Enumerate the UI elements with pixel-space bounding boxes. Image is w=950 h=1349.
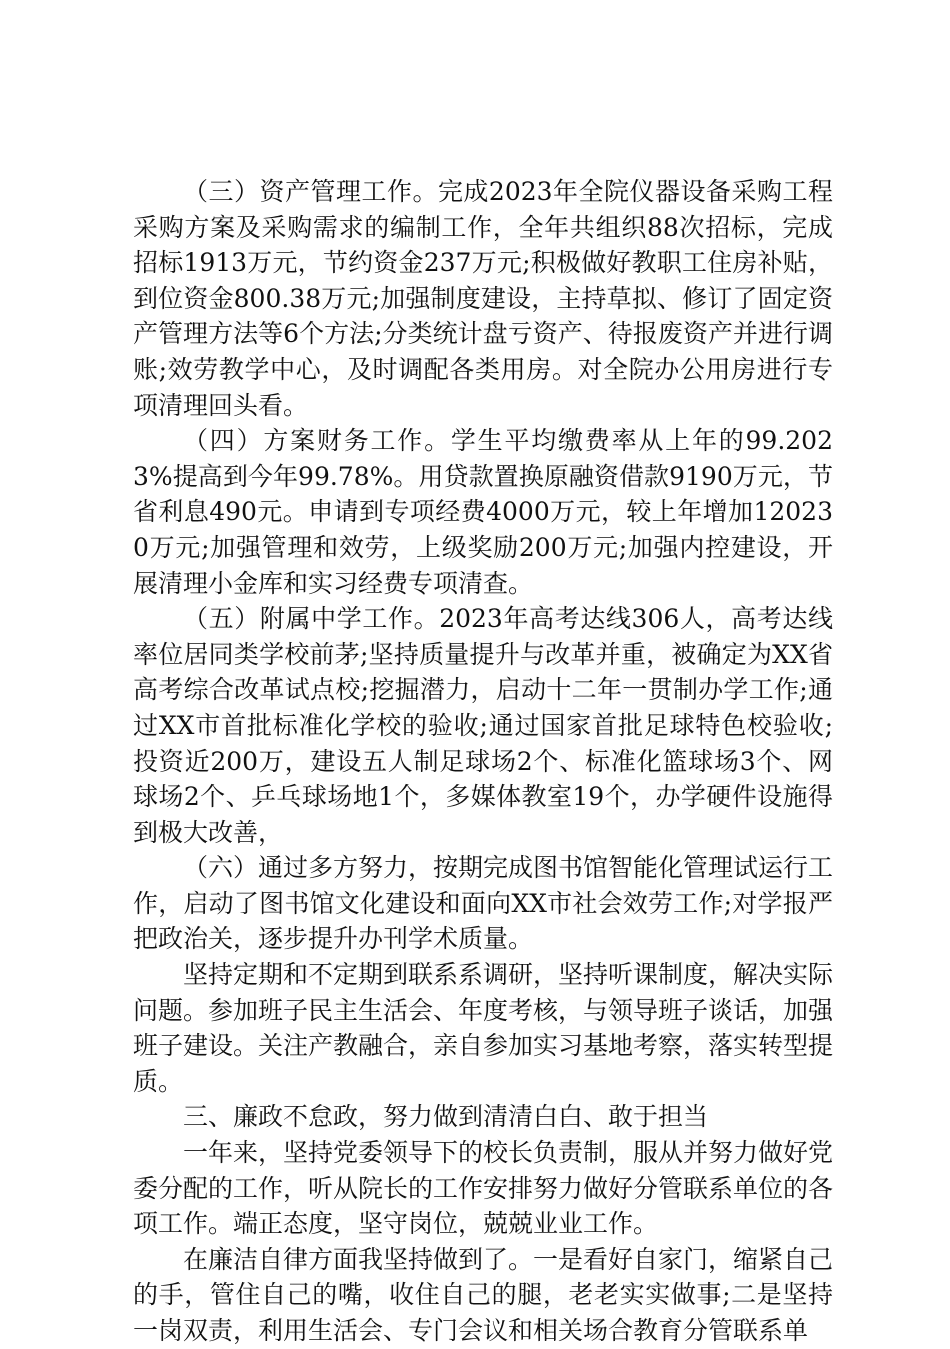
- paragraph-self-discipline: 在廉洁自律方面我坚持做到了。一是看好自家门，缩紧自己的手，管住自己的嘴，收住自己的腿，老老实实做事;二是坚持一岗双责，利用生活会、专门会议和相关场合教育分管联系单: [133, 1244, 834, 1345]
- paragraph-asset-management: （三）资产管理工作。完成2023年全院仪器设备采购工程采购方案及采购需求的编制工作，全年共组织88次招标，完成招标1913万元，节约资金237万元;积极做好教职工住房补贴，到位资金800.38万元;加强制度建设，主持草拟、修订了固定资产管理方法等6个方法;分类统计盘亏资产、待报废资产并进行调账;效劳教学中心，及时调配各类用房。对全院办公用房进行专项清理回头看。: [133, 177, 833, 420]
- document-body: [133, 174, 833, 1349]
- section-heading-integrity: 三、廉政不怠政，努力做到清清白白、敢于担当: [183, 1102, 709, 1132]
- paragraph-finance: （四）方案财务工作。学生平均缴费率从上年的99.2023%提高到今年99.78%。用贷款置换原融资借款9190万元，节省利息490元。申请到专项经费4000万元，较上年增加120230万元;加强管理和效劳，上级奖励200万元;加强内控建设，开展清理小金库和实习经费专项清查。: [133, 426, 833, 598]
- paragraph-research-visits: 坚持定期和不定期到联系系调研，坚持听课制度，解决实际问题。参加班子民主生活会、年度考核，与领导班子谈话，加强班子建设。关注产教融合，亲自参加实习基地考察，落实转型提质。: [133, 960, 834, 1096]
- paragraph-library: （六）通过多方努力，按期完成图书馆智能化管理试运行工作，启动了图书馆文化建设和面向XX市社会效劳工作;对学报严把政治关，逐步提升办刊学术质量。: [133, 853, 834, 954]
- paragraph-responsibility: 一年来，坚持党委领导下的校长负责制，服从并努力做好党委分配的工作，听从院长的工作安排努力做好分管联系单位的各项工作。端正态度，坚守岗位，兢兢业业工作。: [133, 1138, 834, 1239]
- paragraph-affiliated-school: （五）附属中学工作。2023年高考达线306人，高考达线率位居同类学校前茅;坚持质量提升与改革并重，被确定为XX省高考综合改革试点校;挖掘潜力，启动十二年一贯制办学工作;通过XX市首批标准化学校的验收;通过国家首批足球特色校验收;投资近200万，建设五人制足球场2个、标准化篮球场3个、网球场2个、乒乓球场地1个，多媒体教室19个，办学硬件设施得到极大改善，: [133, 604, 833, 847]
